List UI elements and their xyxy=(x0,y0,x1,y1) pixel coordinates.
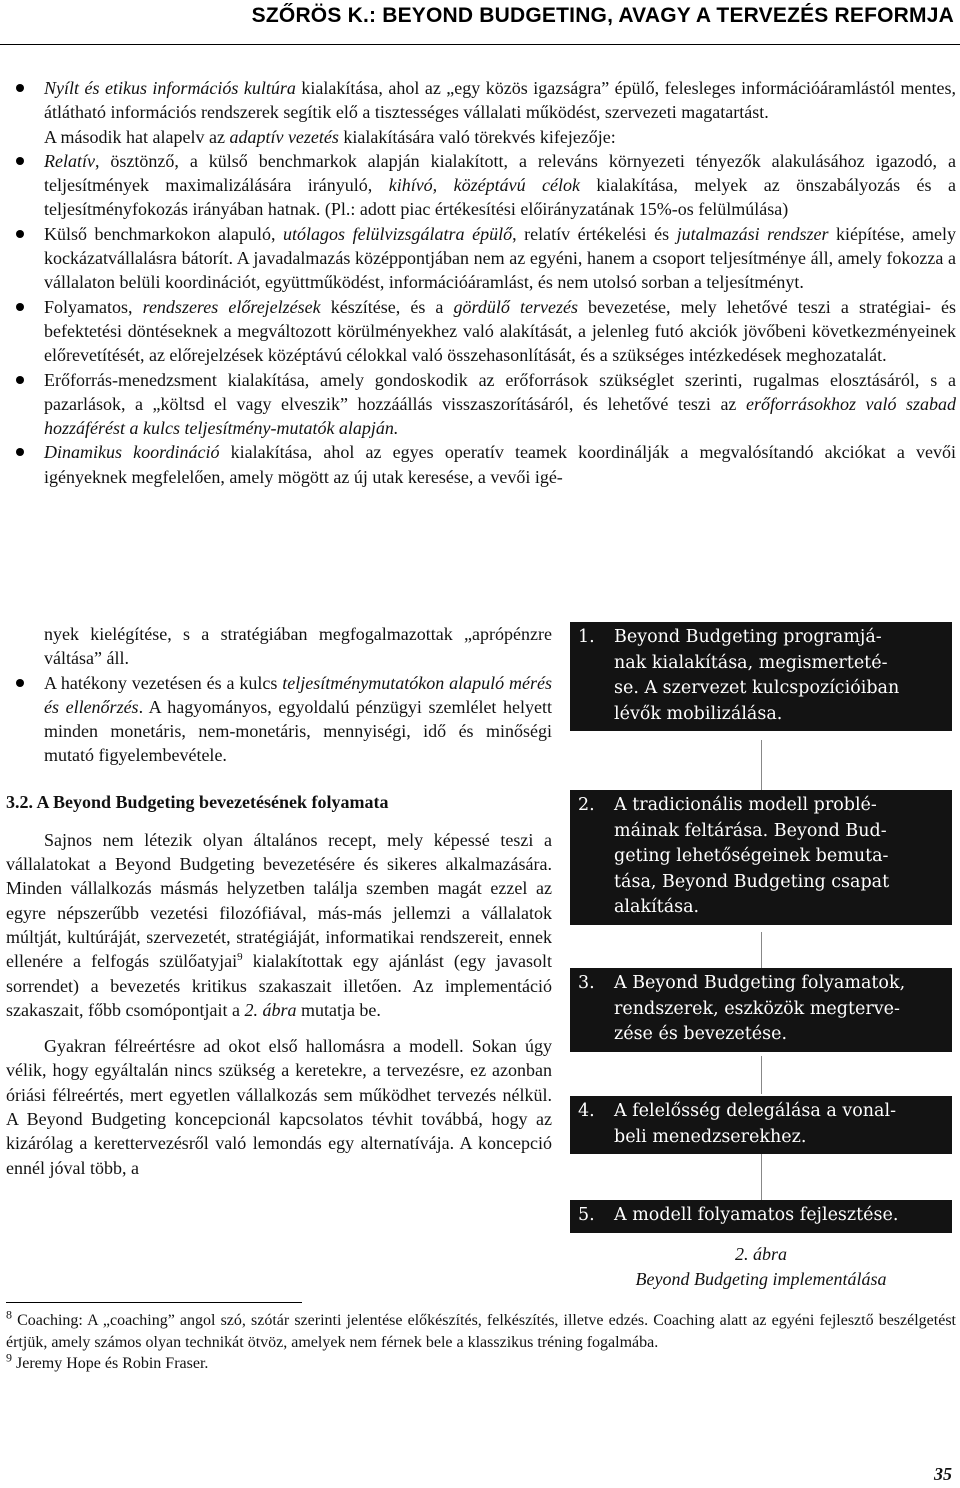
footnote-ref: 9 xyxy=(237,951,243,964)
list-item: Külső benchmarkokon alapuló, utólagos felülvizsgálatra épülő, relatív értékelési és jutalmazási rendszer kiépítése, amely kockázatvállalásra bátorít. A javadalmazás középpontjában nem az egyéni, hanem a csoport teljesítménye áll, amely fokozza a vállalaton belüli koordinációt, együttműködést, információáramlást, és nem utolsó sorban a teljesítményt. xyxy=(6,222,956,295)
page-header xyxy=(0,0,960,45)
bullet-icon xyxy=(16,84,24,92)
list-item: Nyílt és etikus információs kultúra kialakítása, ahol az „egy közös igazságra” épülő, felesleges információáramlástól mentes, átlátható információs rendszerek segítik elő a tisztességes vállalati működést, szervezeti magatartást. xyxy=(6,76,956,125)
bullet-icon xyxy=(16,679,24,687)
step-box-3: 3. A Beyond Budgeting folyamatok, rendszerek, eszközök megterve- zése és bevezetése. xyxy=(570,968,952,1052)
connector-line xyxy=(761,1056,762,1094)
list-item: A hatékony vezetésen és a kulcs teljesítménymutatókon alapuló mérés és ellenőrzés. A hagyományos, egyoldalú pénzügyi szemlélet helyett minden monetáris, nem-monetáris, mennyiségi, idő és minőségi mutató figyelembevétele. xyxy=(6,671,552,768)
paragraph: Sajnos nem létezik olyan általános recept, mely képessé teszi a vállalatokat a Beyond Budgeting bevezetésére és sikeres alkalmazására. Minden vállalkozás másmás helyzetben találja szemben magát ezzel az egyre népszerűbb vezetési filozófiával, más-más jellemzi a vállalatok múltját, kultúráját, szervezetét, stratégiáját, informatikai rendszereit, ennek ellenére a felfogás szülőatyjai$^9$ kialakítottak egy ajánlást (egy javasolt sorrendet) a bevezetés kritikus szakaszait illetően. Az implementáció szakaszait, főbb csomópontjait a 2. ábra mutatja be. xyxy=(6,829,552,1020)
bullet-icon xyxy=(16,303,24,311)
footnote: $^9$ Jeremy Hope és Robin Fraser. xyxy=(6,1350,209,1372)
footnote-divider xyxy=(6,1302,302,1303)
list-item: Folyamatos, rendszeres előrejelzések készítése, és a gördülő tervezés bevezetése, mely lehetővé teszi a stratégiai- és befektetési döntéseknek a megváltozott körülményekhez való alakítását, a jelenleg futó akciók jövőbeni következményeinek előrevetítését, az előrejelzések középtávú célokkal való összehasonlítását, és a szükséges intézkedések meghozatalát. xyxy=(6,295,956,368)
footnote: $^8$ Coaching: A „coaching” angol szó, szótár szerinti jelentése előkészítés, felkészítés, illetve edzés. Coaching alatt az egyéni fejlesztő beszélgetést értjük, amely számos olyan technikát ötvöz, amelyek nem férnek bele a klasszikus tréning fogalmába. xyxy=(6,1307,956,1351)
step-box-5: 5. A modell folyamatos fejlesztése. xyxy=(570,1200,952,1233)
left-column xyxy=(6,622,552,1180)
list-item: Erőforrás-menedzsment kialakítása, amely gondoskodik az erőforrások szükséglet szerinti, rugalmas elosztásáról, s a pazarlások, a „költsd el vagy elveszik” hozzáállás visszaszorításáról, és lehetővé teszi az erőforrásokhoz való szabad hozzáférést a kulcs teljesítmény-mutatók alapján. xyxy=(6,368,956,441)
step-box-4: 4. A felelősség delegálása a vonal- beli menedzserekhez. xyxy=(570,1096,952,1154)
running-title: SZŐRÖS K.: BEYOND BUDGETING, AVAGY A TERVEZÉS REFORMJA xyxy=(251,4,954,27)
paragraph: A második hat alapelv az adaptív vezetés kialakítására való törekvés kifejezője: xyxy=(44,126,616,147)
connector-line xyxy=(761,932,762,968)
footnotes xyxy=(6,1307,956,1375)
bullet-icon xyxy=(16,448,24,456)
list-item: Dinamikus koordináció kialakítása, ahol az egyes operatív teamek koordinálják a megvalósítandó akciókat a vevői igényeknek megfelelően, amely mögött az új utak keresése, a vevői igé- xyxy=(6,440,956,489)
list-item-continuation: nyek kielégítése, s a stratégiában megfogalmazottak „aprópénzre váltása” áll. xyxy=(44,624,552,669)
top-text-block xyxy=(6,76,956,489)
section-heading: 3.2. A Beyond Budgeting bevezetésének folyamata xyxy=(6,791,389,812)
step-box-1: 1. Beyond Budgeting programjá- nak kialakítása, megismerteté- se. A szervezet kulcspozícióiban lévők mobilizálása. xyxy=(570,622,952,731)
bullet-icon xyxy=(16,157,24,165)
bullet-icon xyxy=(16,376,24,384)
figure-caption: 2. ábra Beyond Budgeting implementálása xyxy=(635,1244,887,1289)
page-number: 35 xyxy=(934,1464,952,1484)
connector-line xyxy=(761,740,762,794)
list-item: Relatív, ösztönző, a külső benchmarkok alapján kialakított, a releváns környezeti tényezők alakulásához igazodó, a teljesítmények maximalizálására irányuló, kihívó, középtávú célok kialakítása, melyek az önszabályozás és a teljesítményfokozás irányában hatnak. (Pl.: adott piac értékesítési előirányzatának 15%-os felülmúlása) xyxy=(6,149,956,222)
bullet-icon xyxy=(16,230,24,238)
step-box-2: 2. A tradicionális modell problé- máinak feltárása. Beyond Bud- geting lehetőségeinek bemuta- tása, Beyond Budgeting csapat alakítása. xyxy=(570,790,952,925)
connector-line xyxy=(761,1152,762,1202)
paragraph: Gyakran félreértésre ad okot első hallomásra a modell. Sokan úgy vélik, hogy egyáltalán nincs szükség a keretekre, a tervezésre, ez azonban óriási félreértés, mert egyetlen vállalkozás sem működhet tervezés nélkül. A Beyond Budgeting koncepcionál kapcsolatos tévhit továbbá, hogy az kizárólag a kerettervezésről való lemondás egy alternatívája. A koncepció ennél jóval több, a xyxy=(6,1036,552,1178)
